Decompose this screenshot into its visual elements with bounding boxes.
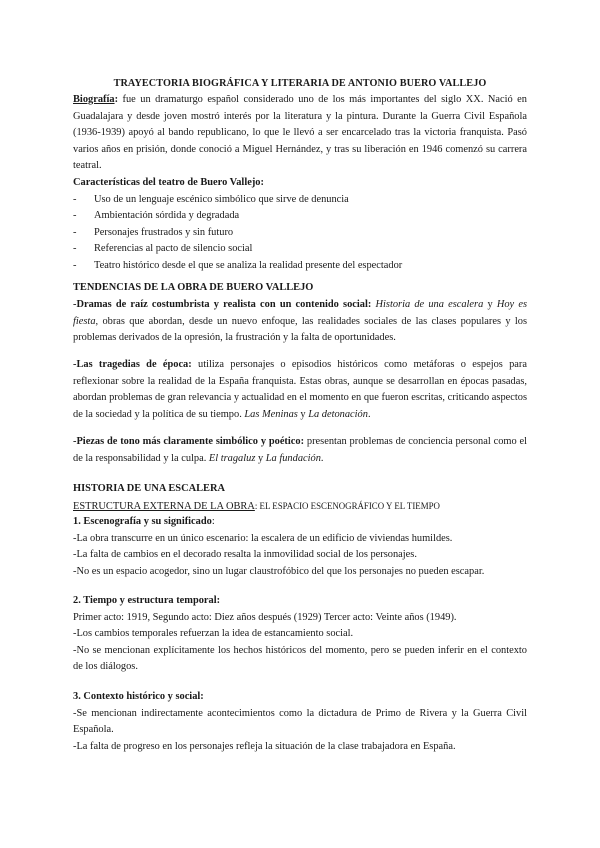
biografia-colon: : <box>114 94 119 105</box>
tendencia-costumbrista-label: -Dramas de raíz costumbrista y realista con un contenido social: <box>73 299 372 310</box>
tendencia-epoca <box>73 357 527 423</box>
estructura-rest: : EL ESPACIO ESCENOGRÁFICO Y EL TIEMPO <box>254 500 440 511</box>
tendencia-simbolica-text: presentan problemas de conciencia personal como el de la responsabilidad y la culpa. <box>73 436 527 464</box>
tendencia-epoca-text: utiliza personajes o episodios históricos como metáforas o espejos para reflexionar sobre la realidad de la España franquista. Estas obras, aunque se desarrollan en épocas pasadas, abordan problemas de gran relevancia y actualidad en el momento en que fueron escritas, criticando aspectos de la sociedad y la política de su tiempo. <box>73 359 527 420</box>
work-title: Hoy es fiesta <box>73 299 528 327</box>
tendencias-heading: TENDENCIAS DE LA OBRA DE BUERO VALLEJO <box>73 282 314 293</box>
tiempo-heading: 2. Tiempo y estructura temporal: <box>73 595 221 606</box>
period: . <box>320 452 324 464</box>
colon: : <box>211 516 215 527</box>
tendencia-costumbrista-text: , obras que abordan, desde un nuevo enfoque, las realidades sociales de las clases populares y los problemas derivados de la opresión, la frustración y la falta de oportunidades. <box>73 315 527 344</box>
caracteristicas-heading: Características del teatro de Buero Vallejo: <box>73 177 264 188</box>
escenografia-section <box>73 514 527 580</box>
estructura-line <box>73 498 527 516</box>
tiempo-line: -Los cambios temporales refuerzan la idea de estancamiento social. <box>73 628 354 640</box>
tendencia-costumbrista <box>73 297 527 347</box>
escenografia-line: -La obra transcurre en un único escenario: la escalera de un edificio de viviendas humildes. <box>73 532 453 544</box>
biografia-label: Biografía <box>73 94 115 105</box>
tiempo-section <box>73 593 527 676</box>
work-title: Las Meninas <box>244 408 298 420</box>
caracteristicas-item: - Teatro histórico desde el que se analiza la realidad presente del espectador <box>73 258 527 275</box>
escenografia-heading: 1. Escenografía y su significado <box>73 516 212 527</box>
caracteristicas-section <box>73 175 527 275</box>
tiempo-line: Primer acto: 1919, Segundo acto: Diez años después (1929) Tercer acto: Veinte años (1949). <box>73 611 457 623</box>
document-title: TRAYECTORIA BIOGRÁFICA Y LITERARIA DE ANTONIO BUERO VALLEJO <box>113 78 487 89</box>
historia-section-header <box>73 481 527 515</box>
conjunction: y <box>255 452 266 464</box>
escenografia-heading-line <box>73 514 527 531</box>
work-title: El tragaluz <box>208 452 256 464</box>
historia-heading: HISTORIA DE UNA ESCALERA <box>73 483 225 494</box>
work-title: La detonación <box>308 408 368 420</box>
caracteristicas-item: - Ambientación sórdida y degradada <box>73 208 527 225</box>
work-title: Historia de una escalera <box>375 299 484 310</box>
period: . <box>367 408 371 420</box>
contexto-section <box>73 689 527 755</box>
biografia-paragraph <box>73 92 527 175</box>
biografia-text: fue un dramaturgo español considerado uno de los más importantes del siglo XX. Nació en Guadalajara y desde joven mostró interés por la literatura y la pintura. Durante la Guerra Civil Española (1936-1939) apoyó al bando republicano, lo que le llevó a ser encarcelado tras la victoria franquista. Pasó varios años en prisión, donde conoció a Miguel Hernández, y tras su liberación en 1946 comenzó su carrera teatral. <box>73 94 527 172</box>
contexto-line: -La falta de progreso en los personajes refleja la situación de la clase trabajadora en España. <box>73 740 456 752</box>
tiempo-line: -No se mencionan explícitamente los hechos históricos del momento, pero se pueden inferir en el contexto de los diálogos. <box>73 644 527 673</box>
escenografia-line: -No es un espacio acogedor, sino un lugar claustrofóbico del que los personajes no pueden escapar. <box>73 565 485 577</box>
conjunction: y <box>483 299 497 310</box>
estructura-label: ESTRUCTURA EXTERNA DE LA OBRA <box>73 500 255 512</box>
work-title: La fundación <box>265 452 321 464</box>
caracteristicas-list <box>73 192 527 275</box>
caracteristicas-item: - Uso de un lenguaje escénico simbólico que sirve de denuncia <box>73 192 527 209</box>
caracteristicas-item: - Referencias al pacto de silencio social <box>73 241 527 258</box>
caracteristicas-item: - Personajes frustrados y sin futuro <box>73 225 527 242</box>
tendencia-epoca-label: -Las tragedias de época: <box>73 359 192 370</box>
tendencia-simbolica-label: -Piezas de tono más claramente simbólico y poético: <box>73 436 305 447</box>
tendencia-simbolica <box>73 434 527 467</box>
conjunction: y <box>297 408 309 420</box>
contexto-heading: 3. Contexto histórico y social: <box>73 691 204 702</box>
escenografia-line: -La falta de cambios en el decorado resalta la inmovilidad social de los personajes. <box>73 549 417 561</box>
contexto-line: -Se mencionan indirectamente acontecimientos como la dictadura de Primo de Rivera y la Guerra Civil Española. <box>73 707 527 736</box>
